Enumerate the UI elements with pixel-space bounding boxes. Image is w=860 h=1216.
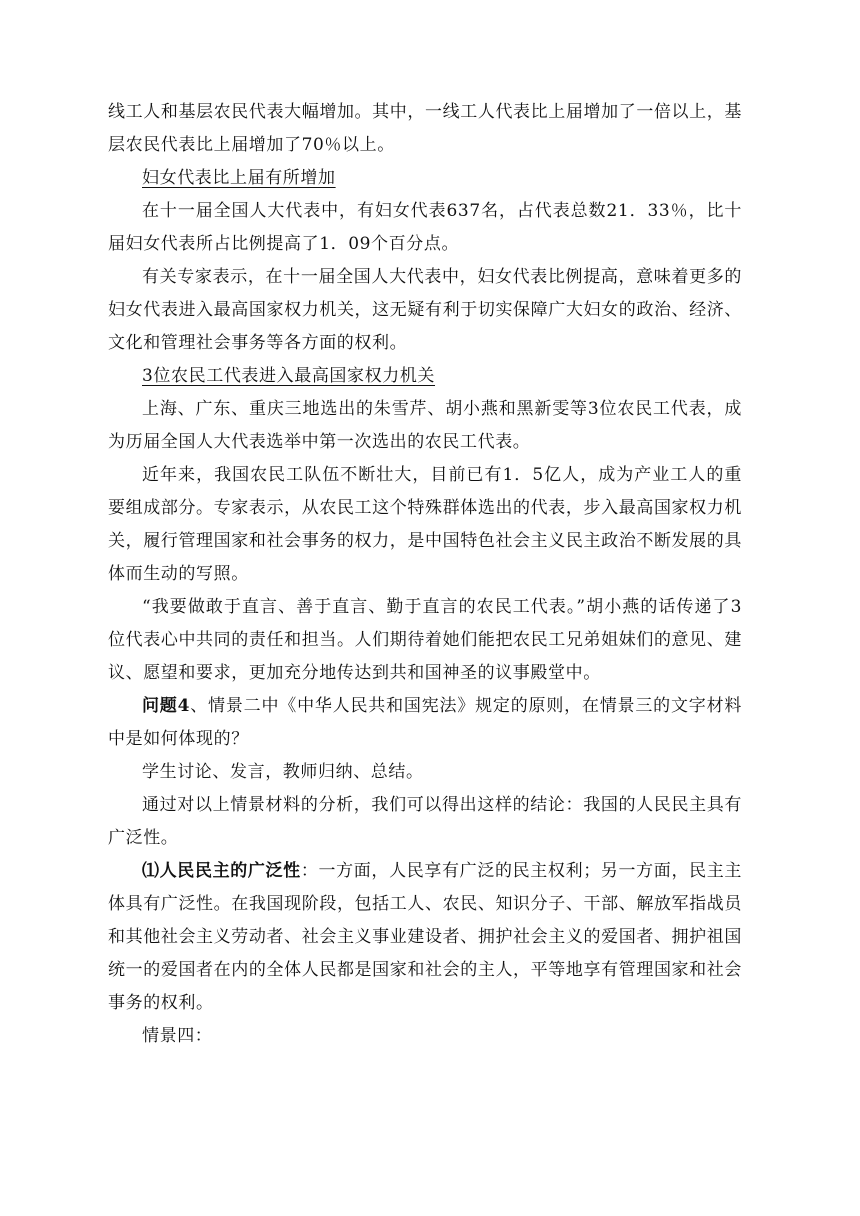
point-breadth-of-democracy (108, 855, 742, 1020)
paragraph-women-ratio: 在十一届全国人大代表中，有妇女代表637名，占代表总数21．33％，比十届妇女代表所占比例提高了1．09个百分点。 (108, 201, 742, 254)
paragraph-three-representatives: 上海、广东、重庆三地选出的朱雪芹、胡小燕和黑新雯等3位农民工代表，成为历届全国人大代表选举中第一次选出的农民工代表。 (108, 399, 742, 452)
paragraph-expert-women: 有关专家表示，在十一届全国人大代表中，妇女代表比例提高，意味着更多的妇女代表进入最高国家权力机关，这无疑有利于切实保障广大妇女的政治、经济、文化和管理社会事务等各方面的权利。 (108, 267, 742, 353)
point-label: ⑴人民民主的广泛性 (142, 861, 301, 881)
question-text: 、情景二中《中华人民共和国宪法》规定的原则，在情景三的文字材料中是如何体现的？ (108, 696, 742, 749)
paragraph-migrant-growth: 近年来，我国农民工队伍不断壮大，目前已有1．5亿人，成为产业工人的重要组成部分。专家表示，从农民工这个特殊群体选出的代表，步入最高国家权力机关，履行管理国家和社会事务的权力，是中国特色社会主义民主政治不断发展的具体而生动的写照。 (108, 465, 742, 584)
subheading-women-text: 妇女代表比上届有所增加 (142, 168, 336, 188)
subheading-migrant-workers (108, 360, 742, 393)
point-text: ：一方面，人民享有广泛的民主权利；另一方面，民主主体具有广泛性。在我国现阶段，包括工人、农民、知识分子、干部、解放军指战员和其他社会主义劳动者、社会主义事业建设者、拥护社会主义的爱国者、拥护祖国统一的爱国者在内的全体人民都是国家和社会的主人，平等地享有管理国家和社会事务的权利。 (108, 861, 743, 1013)
subheading-migrant-text: 3位农民工代表进入最高国家权力机关 (142, 366, 436, 386)
subheading-women-representatives (108, 162, 742, 195)
conclusion-paragraph: 通过对以上情景材料的分析，我们可以得出这样的结论：我国的人民民主具有广泛性。 (108, 795, 742, 848)
paragraph-workers-farmers: 线工人和基层农民代表大幅增加。其中，一线工人代表比上届增加了一倍以上，基层农民代表比上届增加了70％以上。 (108, 102, 742, 155)
question-label: 问题4 (142, 696, 191, 716)
document-body (108, 96, 742, 1053)
scene-four-heading: 情景四： (142, 1026, 213, 1046)
discussion-note: 学生讨论、发言，教师归纳、总结。 (142, 762, 424, 782)
question-4 (108, 690, 742, 756)
paragraph-quote: “我要做敢于直言、善于直言、勤于直言的农民工代表。”胡小燕的话传递了3位代表心中共同的责任和担当。人们期待着她们能把农民工兄弟姐妹们的意见、建议、愿望和要求，更加充分地传达到共和国神圣的议事殿堂中。 (108, 597, 742, 683)
